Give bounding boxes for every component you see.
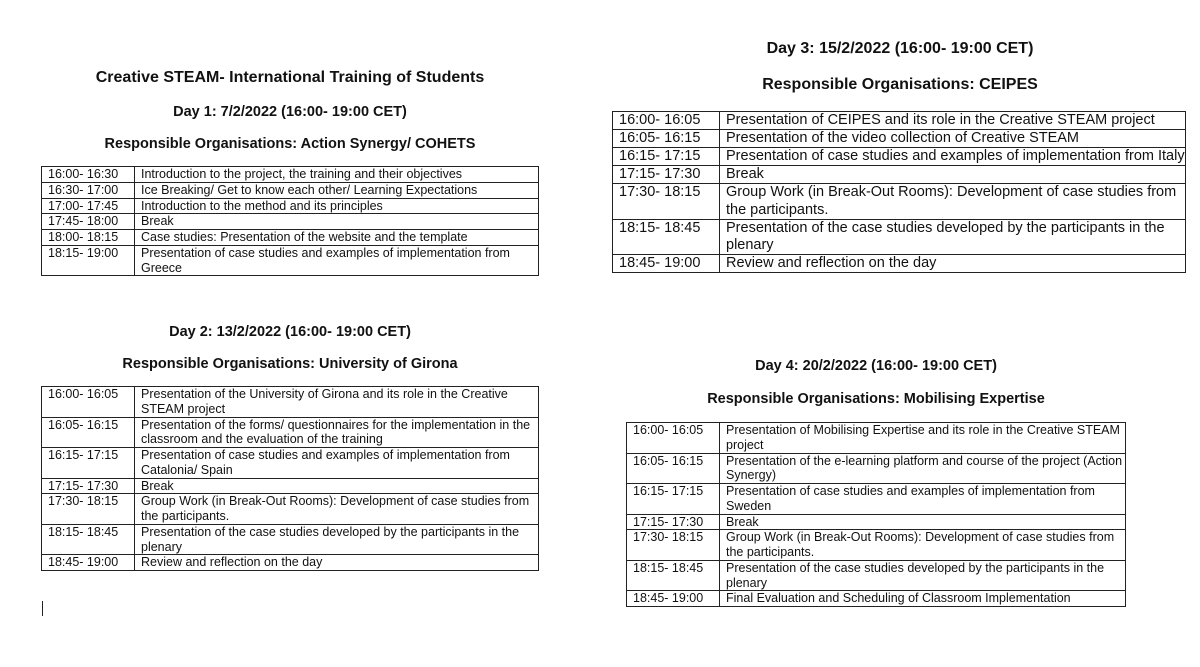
activity-cell: Presentation of the e-learning platform and course of the project (Action Synergy) xyxy=(720,453,1126,484)
time-cell: 16:05- 16:15 xyxy=(627,453,720,484)
table-row xyxy=(613,219,1186,254)
table-row xyxy=(42,478,539,494)
table-row xyxy=(613,148,1186,166)
table-row xyxy=(627,453,1126,484)
activity-cell: Break xyxy=(720,166,1186,184)
time-cell: 18:15- 18:45 xyxy=(613,219,720,254)
table-row xyxy=(627,560,1126,591)
time-cell: 16:00- 16:05 xyxy=(42,387,135,418)
day3-title: Day 3: 15/2/2022 (16:00- 19:00 CET) xyxy=(766,40,1034,57)
day1-title: Day 1: 7/2/2022 (16:00- 19:00 CET) xyxy=(173,104,407,120)
table-row xyxy=(42,555,539,571)
table-row xyxy=(42,524,539,555)
day4-responsible: Responsible Organisations: Mobilising Expertise xyxy=(707,391,1045,407)
activity-cell: Presentation of case studies and examples of implementation from Sweden xyxy=(720,484,1126,515)
time-cell: 17:30- 18:15 xyxy=(627,530,720,561)
activity-cell: Review and reflection on the day xyxy=(720,254,1186,272)
table-row xyxy=(613,184,1186,219)
table-row xyxy=(627,591,1126,607)
activity-cell: Introduction to the project, the training and their objectives xyxy=(135,167,539,183)
table-row xyxy=(627,423,1126,454)
activity-cell: Presentation of CEIPES and its role in the Creative STEAM project xyxy=(720,112,1186,130)
time-cell: 16:15- 17:15 xyxy=(613,148,720,166)
activity-cell: Review and reflection on the day xyxy=(135,555,539,571)
time-cell: 18:00- 18:15 xyxy=(42,230,135,246)
time-cell: 17:15- 17:30 xyxy=(42,478,135,494)
table-row xyxy=(627,530,1126,561)
activity-cell: Break xyxy=(135,478,539,494)
time-cell: 18:45- 19:00 xyxy=(42,555,135,571)
text-cursor-mark xyxy=(42,601,43,616)
time-cell: 17:45- 18:00 xyxy=(42,214,135,230)
table-row xyxy=(42,214,539,230)
activity-cell: Presentation of case studies and examples of implementation from Italy xyxy=(720,148,1186,166)
activity-cell: Presentation of the video collection of Creative STEAM xyxy=(720,130,1186,148)
time-cell: 18:45- 19:00 xyxy=(627,591,720,607)
activity-cell: Group Work (in Break-Out Rooms): Development of case studies from the participants. xyxy=(135,494,539,525)
main-title: Creative STEAM- International Training of Students xyxy=(95,69,485,86)
day1-schedule-table xyxy=(41,166,539,276)
table-row xyxy=(627,484,1126,515)
time-cell: 16:00- 16:05 xyxy=(613,112,720,130)
time-cell: 18:45- 19:00 xyxy=(613,254,720,272)
activity-cell: Break xyxy=(135,214,539,230)
time-cell: 17:30- 18:15 xyxy=(613,184,720,219)
table-row xyxy=(627,514,1126,530)
table-row xyxy=(613,130,1186,148)
table-row xyxy=(42,182,539,198)
table-row xyxy=(613,112,1186,130)
activity-cell: Presentation of the forms/ questionnaires for the implementation in the classroom and the evaluation of the training xyxy=(135,417,539,448)
activity-cell: Presentation of case studies and examples of implementation from Catalonia/ Spain xyxy=(135,448,539,479)
activity-cell: Presentation of case studies and examples of implementation from Greece xyxy=(135,245,539,276)
activity-cell: Presentation of Mobilising Expertise and its role in the Creative STEAM project xyxy=(720,423,1126,454)
activity-cell: Presentation of the case studies developed by the participants in the plenary xyxy=(720,560,1126,591)
time-cell: 16:30- 17:00 xyxy=(42,182,135,198)
activity-cell: Group Work (in Break-Out Rooms): Development of case studies from the participants. xyxy=(720,530,1126,561)
activity-cell: Ice Breaking/ Get to know each other/ Learning Expectations xyxy=(135,182,539,198)
table-row xyxy=(42,494,539,525)
time-cell: 17:15- 17:30 xyxy=(627,514,720,530)
time-cell: 16:05- 16:15 xyxy=(613,130,720,148)
activity-cell: Final Evaluation and Scheduling of Classroom Implementation xyxy=(720,591,1126,607)
activity-cell: Presentation of the case studies developed by the participants in the plenary xyxy=(135,524,539,555)
activity-cell: Group Work (in Break-Out Rooms): Development of case studies from the participants. xyxy=(720,184,1186,219)
day3-schedule-table xyxy=(612,111,1186,273)
time-cell: 18:15- 19:00 xyxy=(42,245,135,276)
table-row xyxy=(613,166,1186,184)
table-row xyxy=(42,448,539,479)
table-row xyxy=(42,230,539,246)
table-row xyxy=(42,245,539,276)
day4-title: Day 4: 20/2/2022 (16:00- 19:00 CET) xyxy=(755,358,997,374)
day2-title: Day 2: 13/2/2022 (16:00- 19:00 CET) xyxy=(169,324,411,340)
time-cell: 18:15- 18:45 xyxy=(42,524,135,555)
activity-cell: Case studies: Presentation of the website and the template xyxy=(135,230,539,246)
activity-cell: Presentation of the case studies developed by the participants in the plenary xyxy=(720,219,1186,254)
time-cell: 17:15- 17:30 xyxy=(613,166,720,184)
time-cell: 16:15- 17:15 xyxy=(42,448,135,479)
day2-schedule-table xyxy=(41,386,539,571)
time-cell: 16:00- 16:30 xyxy=(42,167,135,183)
day1-responsible: Responsible Organisations: Action Synergy/ COHETS xyxy=(104,136,476,152)
time-cell: 18:15- 18:45 xyxy=(627,560,720,591)
time-cell: 16:00- 16:05 xyxy=(627,423,720,454)
time-cell: 16:15- 17:15 xyxy=(627,484,720,515)
table-row xyxy=(42,417,539,448)
day3-responsible: Responsible Organisations: CEIPES xyxy=(762,76,1038,93)
activity-cell: Introduction to the method and its principles xyxy=(135,198,539,214)
activity-cell: Presentation of the University of Girona and its role in the Creative STEAM project xyxy=(135,387,539,418)
table-row xyxy=(42,198,539,214)
time-cell: 17:00- 17:45 xyxy=(42,198,135,214)
activity-cell: Break xyxy=(720,514,1126,530)
time-cell: 16:05- 16:15 xyxy=(42,417,135,448)
table-row xyxy=(613,254,1186,272)
time-cell: 17:30- 18:15 xyxy=(42,494,135,525)
day2-responsible: Responsible Organisations: University of Girona xyxy=(122,356,458,372)
day4-schedule-table xyxy=(626,422,1126,607)
table-row xyxy=(42,387,539,418)
table-row xyxy=(42,167,539,183)
